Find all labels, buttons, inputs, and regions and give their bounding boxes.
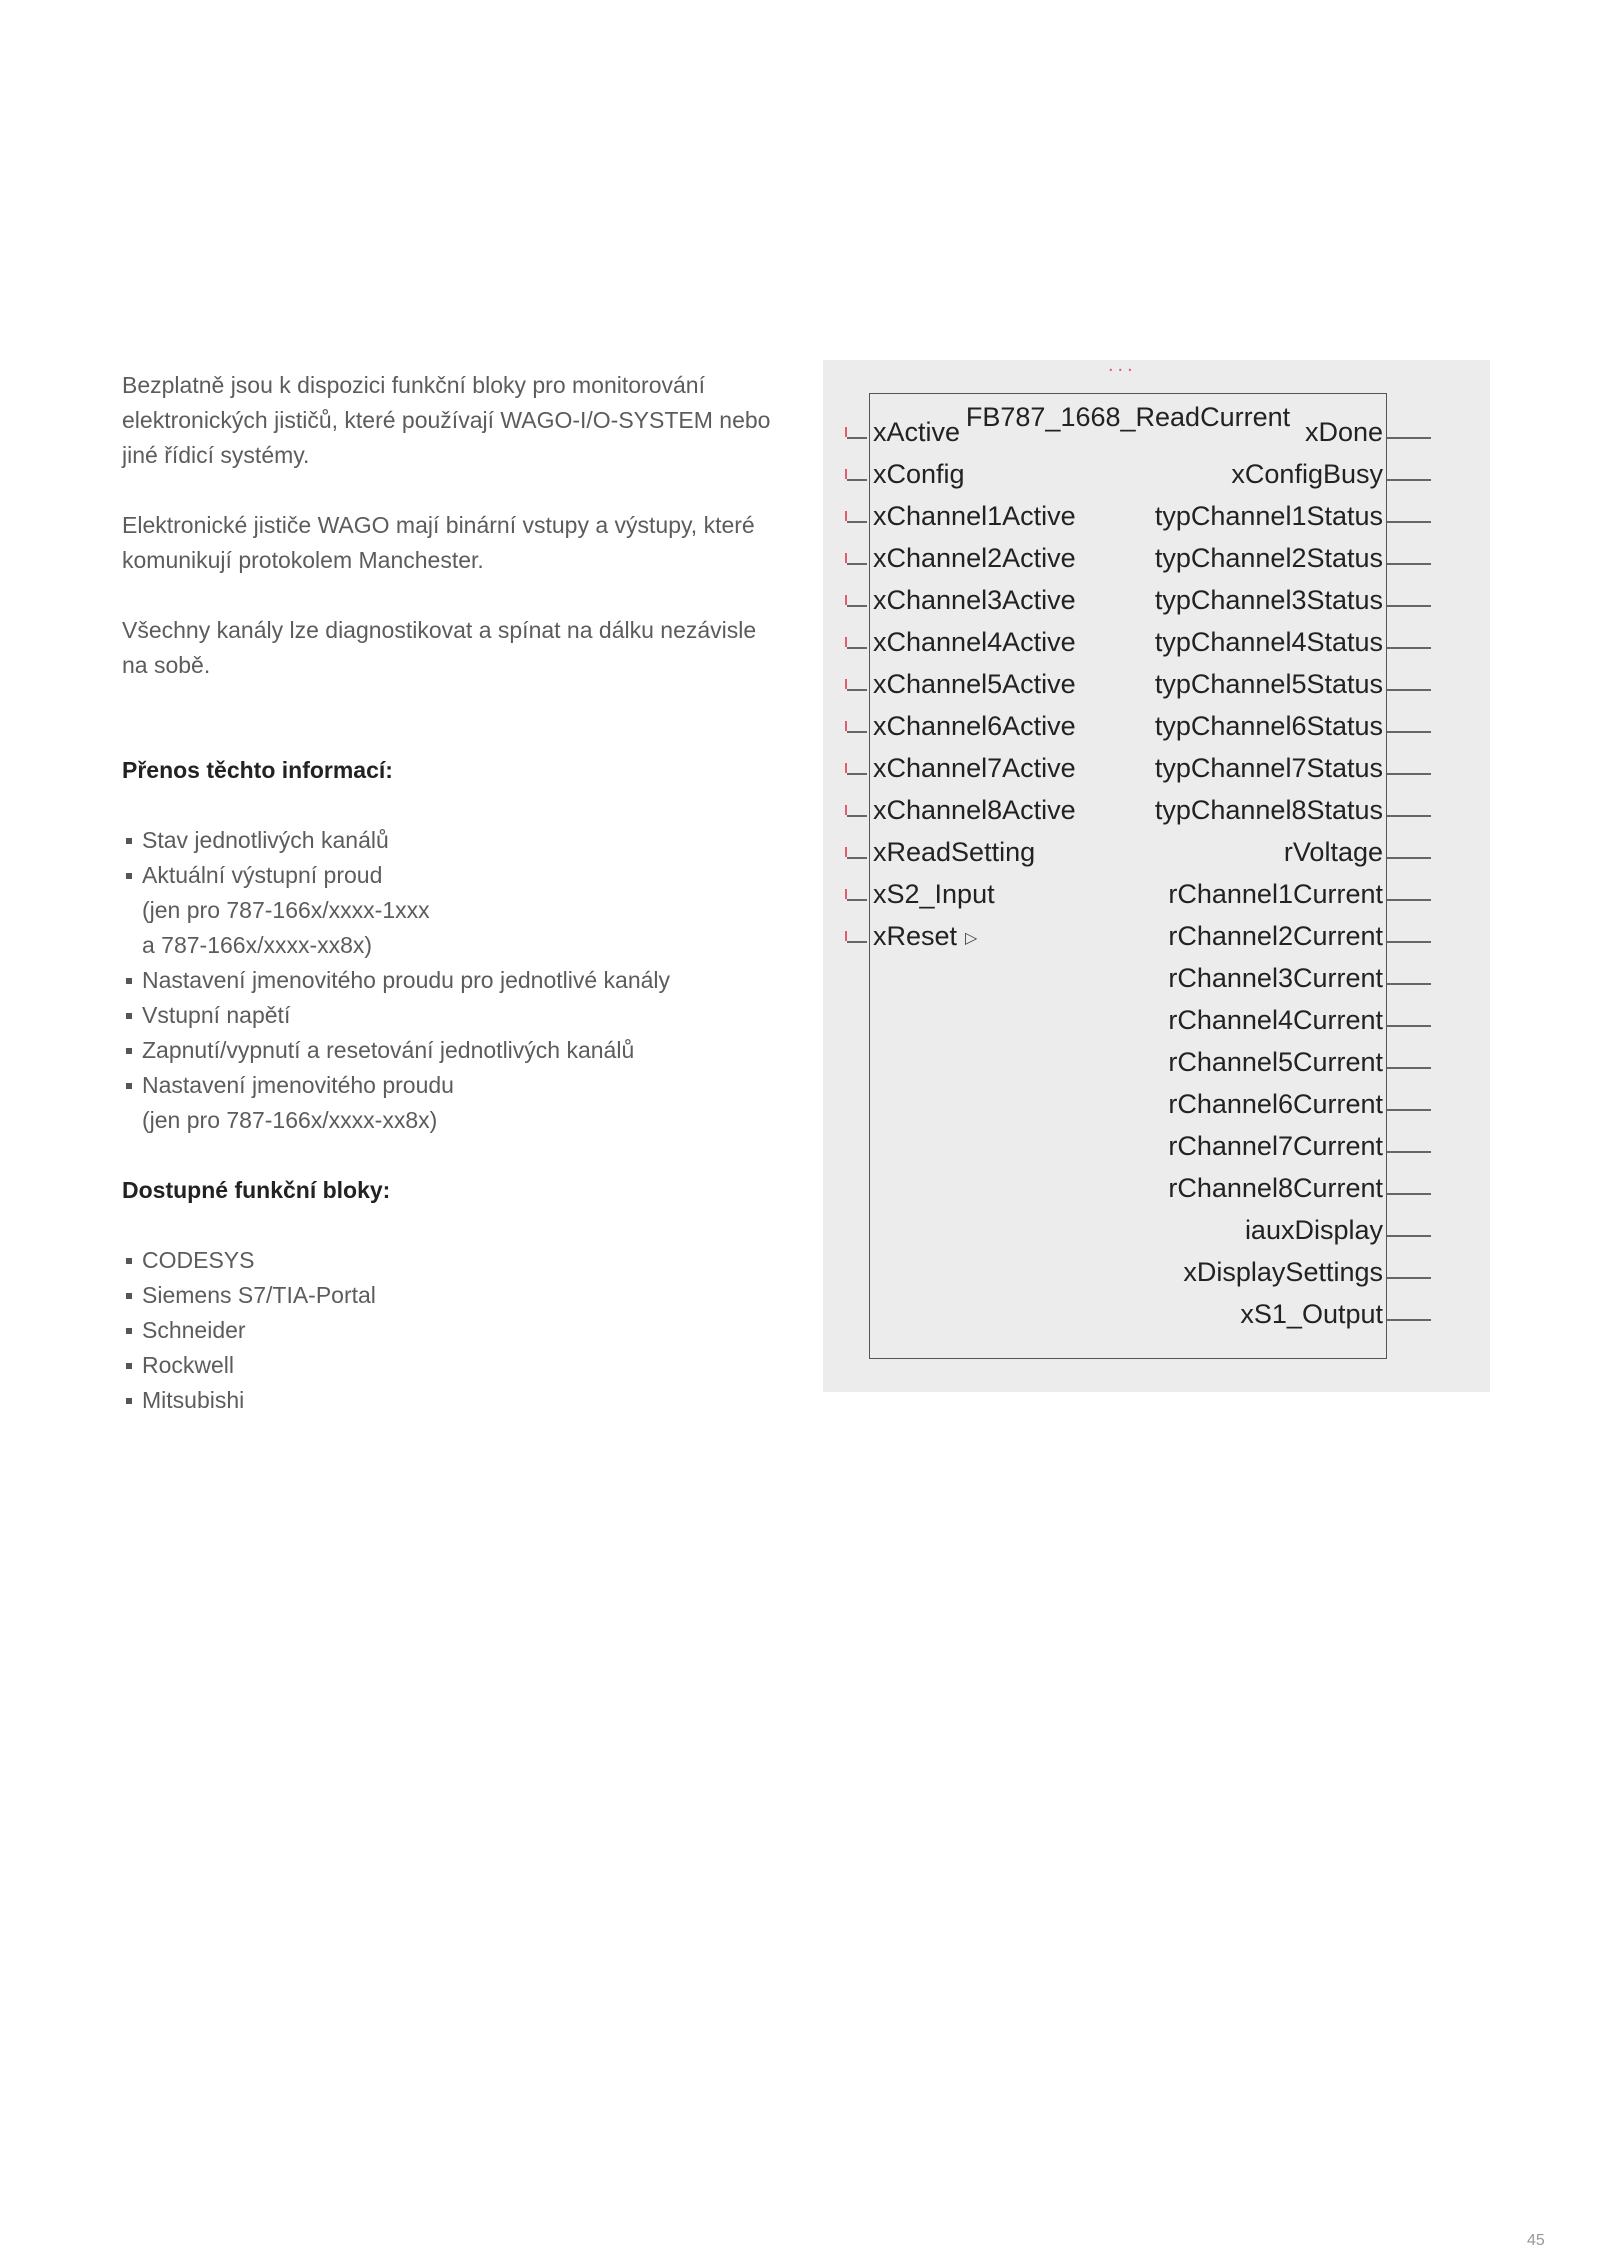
output-pin-iauxDisplay: iauxDisplay bbox=[1244, 1215, 1383, 1245]
output-connector bbox=[1387, 521, 1431, 523]
input-connector-tick bbox=[845, 427, 847, 437]
output-connector bbox=[1387, 1067, 1431, 1069]
input-connector-tick bbox=[845, 763, 847, 773]
output-pin-rChannel4Current: rChannel4Current bbox=[1168, 1005, 1383, 1035]
output-connector bbox=[1387, 605, 1431, 607]
input-connector-tick bbox=[845, 847, 847, 857]
input-connector-tick bbox=[845, 805, 847, 815]
blocks-list bbox=[122, 1243, 787, 1418]
output-pin-typChannel8Status: typChannel8Status bbox=[1154, 795, 1383, 825]
output-connector bbox=[1387, 1277, 1431, 1279]
input-connector bbox=[847, 479, 867, 481]
output-connector bbox=[1387, 773, 1431, 775]
input-connector bbox=[847, 605, 867, 607]
list-item: Rockwell bbox=[122, 1348, 787, 1383]
input-pin-xChannel2Active: xChannel2Active bbox=[873, 543, 1076, 573]
input-connector bbox=[847, 647, 867, 649]
output-pin-rChannel2Current: rChannel2Current bbox=[1168, 921, 1383, 951]
output-pin-rChannel3Current: rChannel3Current bbox=[1168, 963, 1383, 993]
output-pin-rChannel8Current: rChannel8Current bbox=[1168, 1173, 1383, 1203]
intro-paragraph-1: Bezplatně jsou k dispozici funkční bloky pro monitorování elektronických jističů, které používají WAGO-I/O-SYSTEM nebo jiné řídicí systémy. bbox=[122, 372, 771, 468]
input-pin-xChannel1Active: xChannel1Active bbox=[873, 501, 1076, 531]
output-pin-rChannel7Current: rChannel7Current bbox=[1168, 1131, 1383, 1161]
input-pin-xChannel3Active: xChannel3Active bbox=[873, 585, 1076, 615]
output-connector bbox=[1387, 1025, 1431, 1027]
output-pin-xConfigBusy: xConfigBusy bbox=[1231, 459, 1383, 489]
input-connector-tick bbox=[845, 469, 847, 479]
list-item: Nastavení jmenovitého proudu (jen pro 787-166x/xxxx-xx8x) bbox=[122, 1068, 787, 1138]
list-item: Mitsubishi bbox=[122, 1383, 787, 1418]
input-connector-tick bbox=[845, 889, 847, 899]
input-pin-xChannel8Active: xChannel8Active bbox=[873, 795, 1076, 825]
list-item: Schneider bbox=[122, 1313, 787, 1348]
output-connector bbox=[1387, 437, 1431, 439]
output-connector bbox=[1387, 815, 1431, 817]
output-connector bbox=[1387, 1109, 1431, 1111]
output-pin-xS1_Output: xS1_Output bbox=[1240, 1299, 1383, 1329]
text-column bbox=[122, 368, 787, 1453]
input-connector bbox=[847, 437, 867, 439]
input-connector-tick bbox=[845, 595, 847, 605]
input-connector-tick bbox=[845, 721, 847, 731]
input-pin-xReset: xReset ▷ bbox=[873, 921, 978, 951]
input-connector bbox=[847, 899, 867, 901]
input-connector bbox=[847, 731, 867, 733]
output-pin-typChannel2Status: typChannel2Status bbox=[1154, 543, 1383, 573]
output-connector bbox=[1387, 563, 1431, 565]
list-item: Aktuální výstupní proud (jen pro 787-166x/xxxx-1xxx a 787-166x/xxxx-xx8x) bbox=[122, 858, 787, 963]
list-item: Zapnutí/vypnutí a resetování jednotlivých kanálů bbox=[122, 1033, 787, 1068]
output-pin-typChannel4Status: typChannel4Status bbox=[1154, 627, 1383, 657]
input-connector-tick bbox=[845, 637, 847, 647]
output-pin-xDisplaySettings: xDisplaySettings bbox=[1183, 1257, 1383, 1287]
input-pin-xChannel4Active: xChannel4Active bbox=[873, 627, 1076, 657]
output-connector bbox=[1387, 1151, 1431, 1153]
output-pin-xDone: xDone bbox=[1304, 417, 1383, 447]
function-block-diagram bbox=[823, 354, 1490, 1392]
output-pin-rChannel5Current: rChannel5Current bbox=[1168, 1047, 1383, 1077]
output-connector bbox=[1387, 689, 1431, 691]
input-pin-xChannel6Active: xChannel6Active bbox=[873, 711, 1076, 741]
list-item: Stav jednotlivých kanálů bbox=[122, 823, 787, 858]
input-connector-tick bbox=[845, 553, 847, 563]
blocks-heading: Dostupné funkční bloky: bbox=[122, 1177, 391, 1203]
output-pin-rVoltage: rVoltage bbox=[1283, 837, 1383, 867]
output-connector bbox=[1387, 941, 1431, 943]
input-pin-xChannel5Active: xChannel5Active bbox=[873, 669, 1076, 699]
output-pin-typChannel5Status: typChannel5Status bbox=[1154, 669, 1383, 699]
output-connector bbox=[1387, 899, 1431, 901]
input-connector bbox=[847, 815, 867, 817]
output-pin-rChannel6Current: rChannel6Current bbox=[1168, 1089, 1383, 1119]
intro-paragraph-2: Elektronické jističe WAGO mají binární vstupy a výstupy, které komunikují protokolem Manchester. bbox=[122, 512, 755, 573]
input-connector bbox=[847, 941, 867, 943]
function-block-title: FB787_1668_ReadCurrent bbox=[965, 402, 1291, 432]
output-connector bbox=[1387, 1319, 1431, 1321]
output-connector bbox=[1387, 983, 1431, 985]
input-pin-xReadSetting: xReadSetting bbox=[873, 837, 1036, 867]
output-connector bbox=[1387, 857, 1431, 859]
input-connector-tick bbox=[845, 511, 847, 521]
output-pin-typChannel3Status: typChannel3Status bbox=[1154, 585, 1383, 615]
output-pin-typChannel7Status: typChannel7Status bbox=[1154, 753, 1383, 783]
input-pin-xActive: xActive bbox=[873, 417, 961, 447]
list-item: Nastavení jmenovitého proudu pro jednotlivé kanály bbox=[122, 963, 787, 998]
input-connector-tick bbox=[845, 931, 847, 941]
input-connector bbox=[847, 857, 867, 859]
input-pin-xChannel7Active: xChannel7Active bbox=[873, 753, 1076, 783]
output-pin-rChannel1Current: rChannel1Current bbox=[1168, 879, 1383, 909]
output-connector bbox=[1387, 731, 1431, 733]
input-connector bbox=[847, 689, 867, 691]
input-connector bbox=[847, 773, 867, 775]
page-number: 45 bbox=[1527, 2232, 1545, 2249]
transfer-heading: Přenos těchto informací: bbox=[122, 757, 393, 783]
list-item: Vstupní napětí bbox=[122, 998, 787, 1033]
output-connector bbox=[1387, 647, 1431, 649]
input-connector bbox=[847, 563, 867, 565]
input-connector-tick bbox=[845, 679, 847, 689]
input-pin-xConfig: xConfig bbox=[873, 459, 965, 489]
output-connector bbox=[1387, 1193, 1431, 1195]
input-pin-xS2_Input: xS2_Input bbox=[873, 879, 995, 909]
list-item: CODESYS bbox=[122, 1243, 787, 1278]
rising-edge-icon: ▷ bbox=[965, 929, 978, 947]
output-pin-typChannel6Status: typChannel6Status bbox=[1154, 711, 1383, 741]
input-connector bbox=[847, 521, 867, 523]
output-connector bbox=[1387, 479, 1431, 481]
list-item: Siemens S7/TIA-Portal bbox=[122, 1278, 787, 1313]
output-pin-typChannel1Status: typChannel1Status bbox=[1154, 501, 1383, 531]
intro-paragraph-3: Všechny kanály lze diagnostikovat a spínat na dálku nezávisle na sobě. bbox=[122, 617, 757, 678]
dots-marker: ... bbox=[1108, 354, 1137, 376]
function-block-box bbox=[869, 393, 1387, 1359]
output-connector bbox=[1387, 1235, 1431, 1237]
transfer-list bbox=[122, 823, 787, 1138]
